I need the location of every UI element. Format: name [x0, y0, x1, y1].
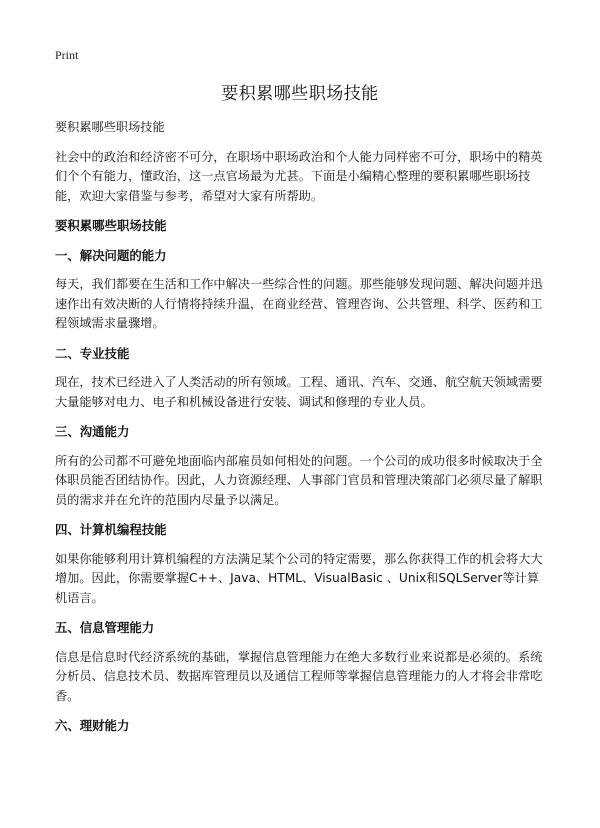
section-heading: 五、信息管理能力	[55, 620, 155, 635]
section-heading: 四、计算机编程技能	[55, 522, 167, 537]
page-title: 要积累哪些职场技能	[221, 84, 379, 104]
article-content	[55, 118, 551, 746]
section-heading: 六、理财能力	[55, 718, 130, 733]
intro-paragraph: 社会中的政治和经济密不可分，在职场中职场政治和个人能力同样密不可分，职场中的精英们个个有能力，懂政治，这一点官场最为尤甚。下面是小编精心整理的要积累哪些职场技能，欢迎大家借鉴与参考，希望对大家有所帮助。	[55, 149, 543, 203]
section-body: 每天，我们都要在生活和工作中解决一些综合性的问题。那些能够发现问题、解决问题并迅速作出有效决断的人行情将持续升温，在商业经营、管理咨询、公共管理、科学、医药和工程领域需求量骤增。	[55, 277, 543, 330]
print-link[interactable]: Print	[55, 48, 79, 62]
section-body: 信息是信息时代经济系统的基础，掌握信息管理能力在绝大多数行业来说都是必须的。系统分析员、信息技术员、数据库管理员以及通信工程师等掌握信息管理能力的人才将会非常吃香。	[55, 649, 543, 703]
section-body: 所有的公司都不可避免地面临内部雇员如何相处的问题。一个公司的成功很多时候取决于全体职员能否团结协作。因此，人力资源经理、人事部门官员和管理决策部门必须尽量了解职员的需求并在允许的范围内尽量予以满足。	[55, 453, 543, 507]
section-body: 如果你能够利用计算机编程的方法满足某个公司的特定需要，那么你获得工作的机会将大大增加。因此，你需要掌握C++、Java、HTML、VisualBasic 、Unix和SQLServer等计算机语言。	[55, 551, 543, 605]
section-body: 现在，技术已经进入了人类活动的所有领域。工程、通讯、汽车、交通、航空航天领域需要大量能够对电力、电子和机械设备进行安装、调试和修理的专业人员。	[55, 375, 543, 409]
section-heading: 三、沟通能力	[55, 424, 130, 439]
main-heading: 要积累哪些职场技能	[55, 218, 167, 233]
section-heading: 二、专业技能	[55, 345, 130, 361]
article-subtitle: 要积累哪些职场技能	[55, 120, 165, 134]
section-heading: 一、解决问题的能力	[55, 247, 167, 263]
